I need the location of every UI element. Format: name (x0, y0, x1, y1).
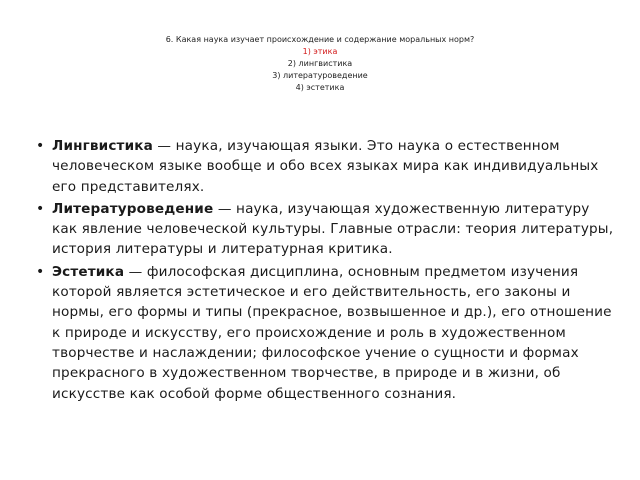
answer-option-1: 1) этика (302, 47, 338, 56)
question-text: 6. Какая наука изучает происхождение и содержание моральных норм? (165, 35, 475, 44)
definitions-list (36, 136, 616, 404)
bullet-icon: • (36, 200, 45, 217)
definition-text: — философская дисциплина, основным предметом изучения которой является эстетическое и его действительность, его законы и нормы, его формы и типы (прекрасное, возвышенное и др.), его отношение к природе и искусству, его происхождение и роль в художественном творчестве и наслаждении; философское учение о сущности и формах прекрасного в художественном творчестве, в природе и в жизни, об искусстве как особой форме общественного сознания. (52, 263, 612, 402)
definition-item-linguistics (36, 136, 616, 197)
definition-item-aesthetics (36, 262, 616, 404)
definition-term: Эстетика (52, 263, 125, 280)
bullet-icon: • (36, 263, 45, 280)
definition-text: — наука, изучающая художественную литературу как явление человеческой культуры. Главные отрасли: теория литературы, история литературы и литературная критика. (52, 200, 614, 258)
definition-term: Литературоведение (52, 200, 214, 217)
answer-option-2: 2) лингвистика (287, 59, 353, 68)
question-block (0, 34, 640, 94)
definition-term: Лингвистика (52, 138, 153, 154)
bullet-icon: • (36, 138, 45, 154)
definition-text: — наука, изучающая языки. Это наука о естественном человеческом языке вообще и обо всех языках мира как индивидуальных его представителях. (52, 138, 599, 195)
definition-item-literary-studies (36, 199, 616, 260)
answer-option-4: 4) эстетика (295, 83, 345, 92)
answer-option-3: 3) литературоведение (272, 71, 368, 80)
definitions-section (36, 136, 616, 406)
